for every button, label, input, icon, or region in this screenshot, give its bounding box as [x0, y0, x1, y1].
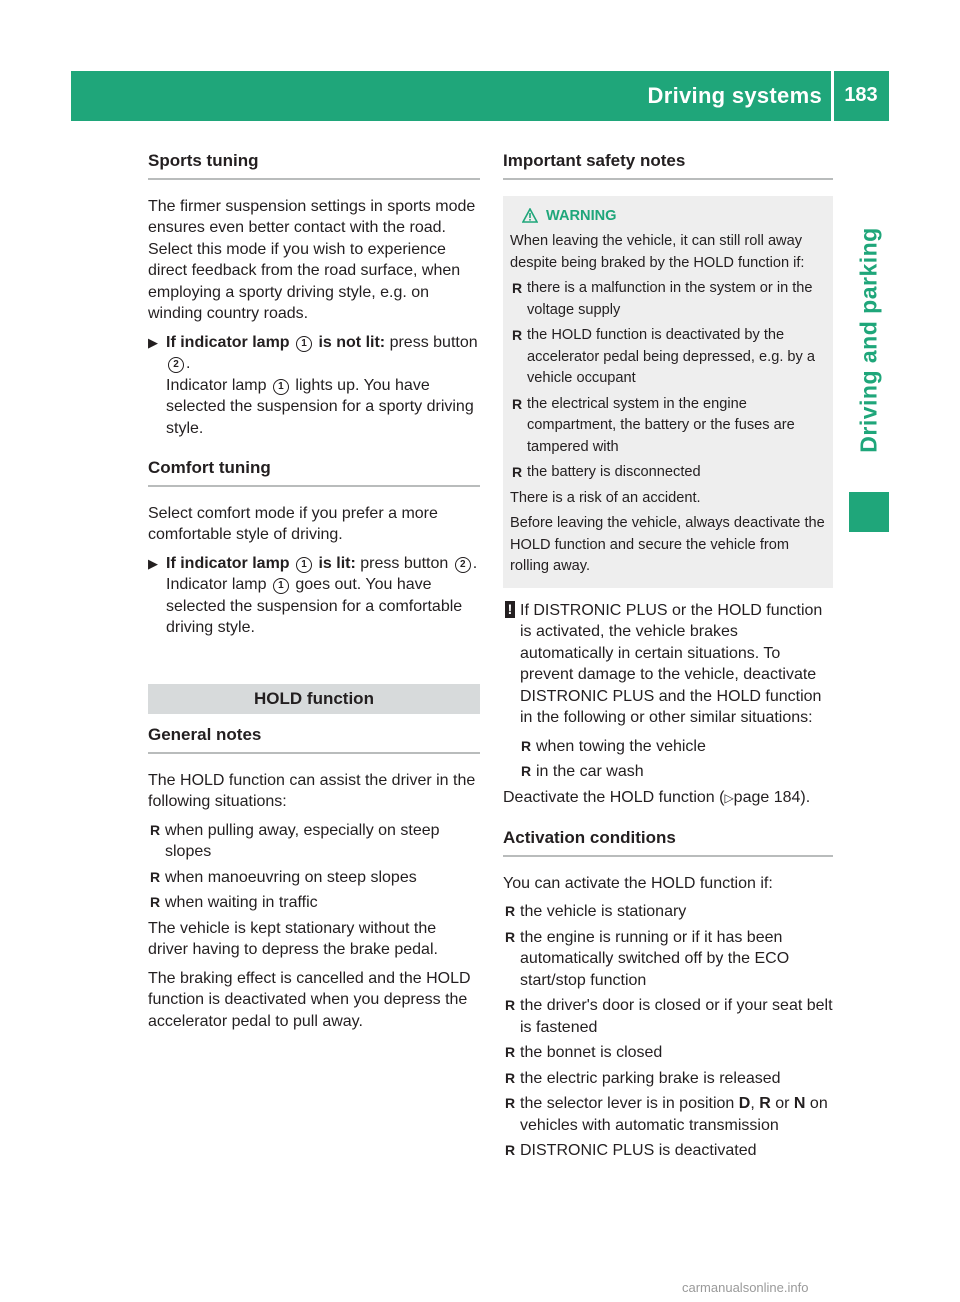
warning-advice: Before leaving the vehicle, always deactivate the HOLD function and secure the vehicle from rolling away.	[510, 515, 825, 574]
bullet-icon: R	[512, 464, 523, 480]
step-lead: If indicator lamp 1 is lit:	[166, 554, 356, 572]
bullet-icon: R	[505, 903, 516, 919]
page-reference-icon: ▷	[724, 790, 734, 805]
important-safety-notes-heading: Important safety notes	[503, 150, 833, 180]
bullet-icon: R	[512, 327, 523, 343]
sports-tuning-heading: Sports tuning	[148, 150, 480, 180]
hold-function-section-title: HOLD function	[148, 684, 480, 715]
general-notes-intro: The HOLD function can assist the driver in the following situations:	[148, 771, 476, 810]
list-item: R the driver's door is closed or if your seat belt is fastened	[505, 997, 833, 1036]
list-item: R the vehicle is stationary	[503, 901, 833, 923]
bullet-icon: R	[150, 868, 161, 885]
comfort-tuning-heading: Comfort tuning	[148, 457, 480, 487]
side-tab-marker	[849, 492, 889, 532]
list-item: R in the car wash	[503, 761, 833, 783]
callout-1-icon: 1	[296, 557, 312, 573]
warning-triangle-icon	[522, 208, 538, 223]
header-title: Driving systems	[647, 83, 822, 108]
list-item: R the engine is running or if it has been automatically switched off by the ECO start/stop function	[505, 928, 790, 989]
bullet-icon: R	[150, 894, 161, 910]
bullet-icon: R	[505, 1142, 516, 1158]
bullet-icon: R	[150, 821, 161, 838]
comfort-tuning-text: Select comfort mode if you prefer a more comfortable style of driving.	[148, 504, 438, 543]
exclamation-icon: !	[505, 601, 515, 618]
list-item: R when waiting in traffic	[148, 892, 480, 914]
callout-1-icon: 1	[296, 336, 312, 352]
bullet-icon: R	[521, 763, 532, 779]
sports-tuning-text: The firmer suspension settings in sports mode ensures even better contact with the road. Select this mode if you wish to experience direct feedback from the road surface, when employing a sporty driving style, e.g. on winding country roads.	[148, 197, 476, 322]
list-item: R when manoeuvring on steep slopes	[148, 867, 480, 889]
activation-intro: You can activate the HOLD function if:	[503, 874, 773, 892]
warning-header: WARNING	[522, 206, 825, 228]
kept-stationary-text: The vehicle is kept stationary without the driver having to depress the brake pedal.	[148, 919, 438, 958]
left-column	[148, 150, 480, 1039]
list-item: R the electrical system in the engine compartment, the battery or the fuses are tampered with	[512, 395, 795, 455]
list-item: R the HOLD function is deactivated by the accelerator pedal being depressed, e.g. by a vehicle occupant	[512, 327, 816, 386]
step-lead: If indicator lamp 1 is not lit:	[166, 333, 386, 351]
callout-2-icon: 2	[168, 357, 184, 373]
bullet-icon: R	[505, 1044, 516, 1060]
bullet-icon: R	[505, 997, 516, 1013]
list-item: R the battery is disconnected	[510, 462, 825, 484]
list-item: R when towing the vehicle	[503, 736, 833, 758]
bullet-icon: R	[505, 928, 516, 945]
sports-tuning-step: ▶ If indicator lamp 1 is not lit: press button 2 . Indicator lamp 1 lights up. You have selected the suspension for a sporty driving style.	[148, 333, 478, 437]
note-block: ! If DISTRONIC PLUS or the HOLD function is activated, the vehicle brakes automatically in certain situations. To prevent damage to the vehicle, deactivate DISTRONIC PLUS and the HOLD function in the following or other similar situations:	[503, 600, 833, 729]
side-tab-label: Driving and parking	[855, 227, 882, 453]
list-item: R there is a malfunction in the system or in the voltage supply	[512, 280, 813, 318]
warning-intro: When leaving the vehicle, it can still roll away despite being braked by the HOLD function if:	[510, 233, 805, 271]
list-item: R the electric parking brake is released	[503, 1068, 833, 1090]
deactivate-text: Deactivate the HOLD function (▷page 184).	[503, 788, 811, 806]
bullet-icon: R	[505, 1069, 516, 1086]
header-separator	[831, 71, 834, 121]
watermark: carmanualsonline.info	[682, 1280, 809, 1295]
callout-1-icon: 1	[273, 578, 289, 594]
warning-box	[503, 196, 833, 588]
right-column	[503, 150, 833, 1166]
list-item: R the selector lever is in position D, R or N on vehicles with automatic transmission	[505, 1095, 828, 1134]
list-item: R when pulling away, especially on steep slopes	[150, 821, 440, 860]
bullet-icon: R	[512, 280, 523, 296]
page-reference-link[interactable]: page 184	[733, 788, 801, 806]
bullet-icon: R	[521, 737, 532, 754]
page-number: 183	[844, 84, 878, 106]
comfort-tuning-step: ▶ If indicator lamp 1 is lit: press button 2 . Indicator lamp 1 goes out. You have selected the suspension for a comfortable driving style.	[148, 554, 478, 636]
warning-risk: There is a risk of an accident.	[510, 489, 701, 506]
bullet-icon: R	[505, 1095, 516, 1111]
list-item: R DISTRONIC PLUS is deactivated	[503, 1140, 833, 1162]
callout-2-icon: 2	[455, 557, 471, 573]
braking-effect-text: The braking effect is cancelled and the HOLD function is deactivated when you depress the accelerator pedal to pull away.	[148, 969, 471, 1030]
list-item: R the bonnet is closed	[503, 1042, 833, 1064]
step-arrow-icon: ▶	[148, 555, 158, 571]
activation-conditions-heading: Activation conditions	[503, 827, 833, 857]
general-notes-heading: General notes	[148, 724, 480, 754]
bullet-icon: R	[512, 395, 523, 412]
callout-1-icon: 1	[273, 379, 289, 395]
step-arrow-icon: ▶	[148, 334, 158, 350]
